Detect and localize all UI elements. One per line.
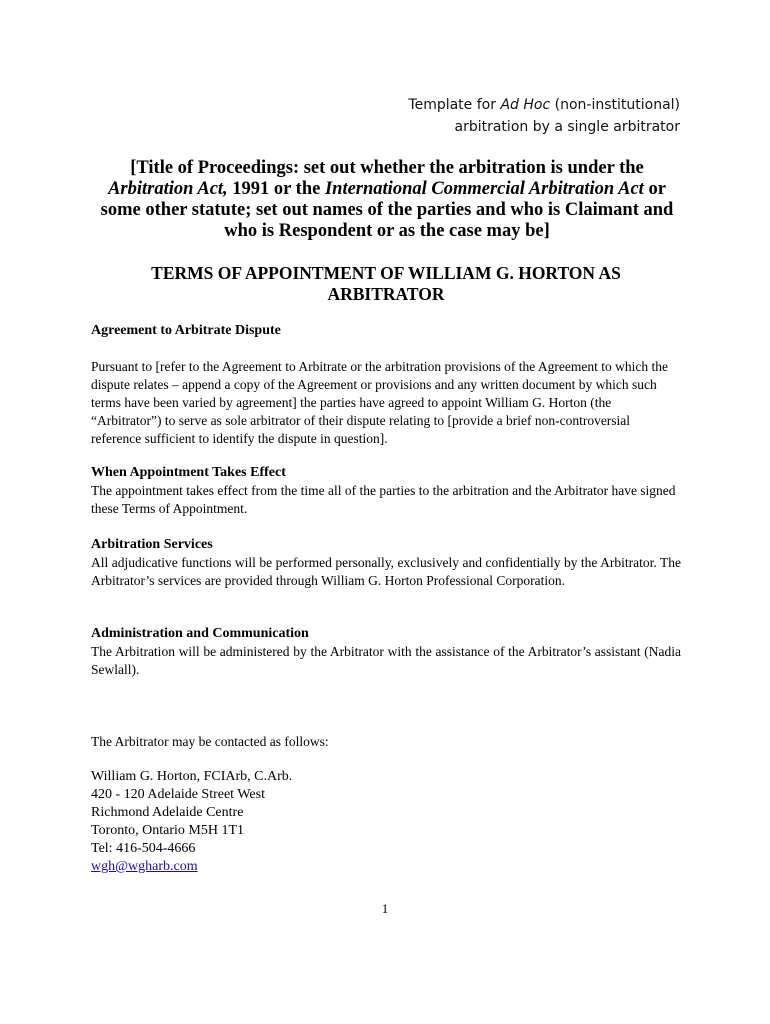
contact-intro: The Arbitrator may be contacted as follows: (91, 734, 329, 749)
contact-address-line-2: Richmond Adelaide Centre (91, 805, 244, 820)
contact-telephone: Tel: 416-504-4666 (91, 841, 196, 856)
template-note-suffix: (non-institutional) (550, 97, 680, 113)
template-note-prefix: Template for (408, 97, 501, 113)
page-number: 1 (381, 901, 389, 916)
contact-name: William G. Horton, FCIArb, C.Arb. (91, 769, 293, 784)
contact-address-line-3: Toronto, Ontario M5H 1T1 (91, 823, 245, 838)
title-proc-part-3: or some other statute; set out names of the parties and who is Claimant and who is Respondent or as the case may be] (100, 179, 674, 241)
template-note (408, 94, 680, 138)
title-of-proceedings (92, 158, 682, 242)
appointment-body: The appointment takes effect from the time all of the parties to the arbitration and the Arbitrator have signed these Terms of Appointment. (91, 483, 676, 516)
title-proc-icaa: International Commercial Arbitration Act (324, 179, 644, 199)
agreement-heading: Agreement to Arbitrate Dispute (91, 323, 281, 338)
title-proc-arbitration-act: Arbitration Act, (108, 179, 228, 199)
services-heading: Arbitration Services (91, 537, 213, 552)
agreement-body: Pursuant to [refer to the Agreement to Arbitrate or the arbitration provisions of the Agreement to which the dispute relates – append a copy of the Agreement or provisions and any written document by which such terms have been varied by agreement] the parties have agreed to appoint William G. Horton (the “Arbitrator”) to serve as sole arbitrator of their dispute relating to [provide a brief non-controversial reference sufficient to identify the dispute in question]. (91, 359, 668, 446)
title-proc-part-1: [Title of Proceedings: set out whether the arbitration is under the (130, 158, 644, 178)
template-note-line-2: arbitration by a single arbitrator (454, 119, 680, 135)
contact-address-line-1: 420 - 120 Adelaide Street West (91, 787, 265, 802)
contact-block (91, 768, 292, 876)
contact-email-link[interactable]: wgh@wgharb.com (91, 859, 198, 874)
administration-heading: Administration and Communication (91, 626, 309, 641)
terms-title: TERMS OF APPOINTMENT OF WILLIAM G. HORTON AS ARBITRATOR (151, 263, 621, 304)
appointment-heading: When Appointment Takes Effect (91, 465, 286, 480)
services-body: All adjudicative functions will be performed personally, exclusively and confidentially by the Arbitrator. The Arbitrator’s services are provided through William G. Horton Professional Corporation. (91, 555, 681, 588)
template-note-line-1 (408, 94, 680, 116)
administration-body: The Arbitration will be administered by the Arbitrator with the assistance of the Arbitrator’s assistant (Nadia Sewlall). (91, 644, 681, 677)
title-proc-part-2: 1991 or the (227, 179, 325, 199)
template-note-ad-hoc: Ad Hoc (500, 97, 551, 113)
